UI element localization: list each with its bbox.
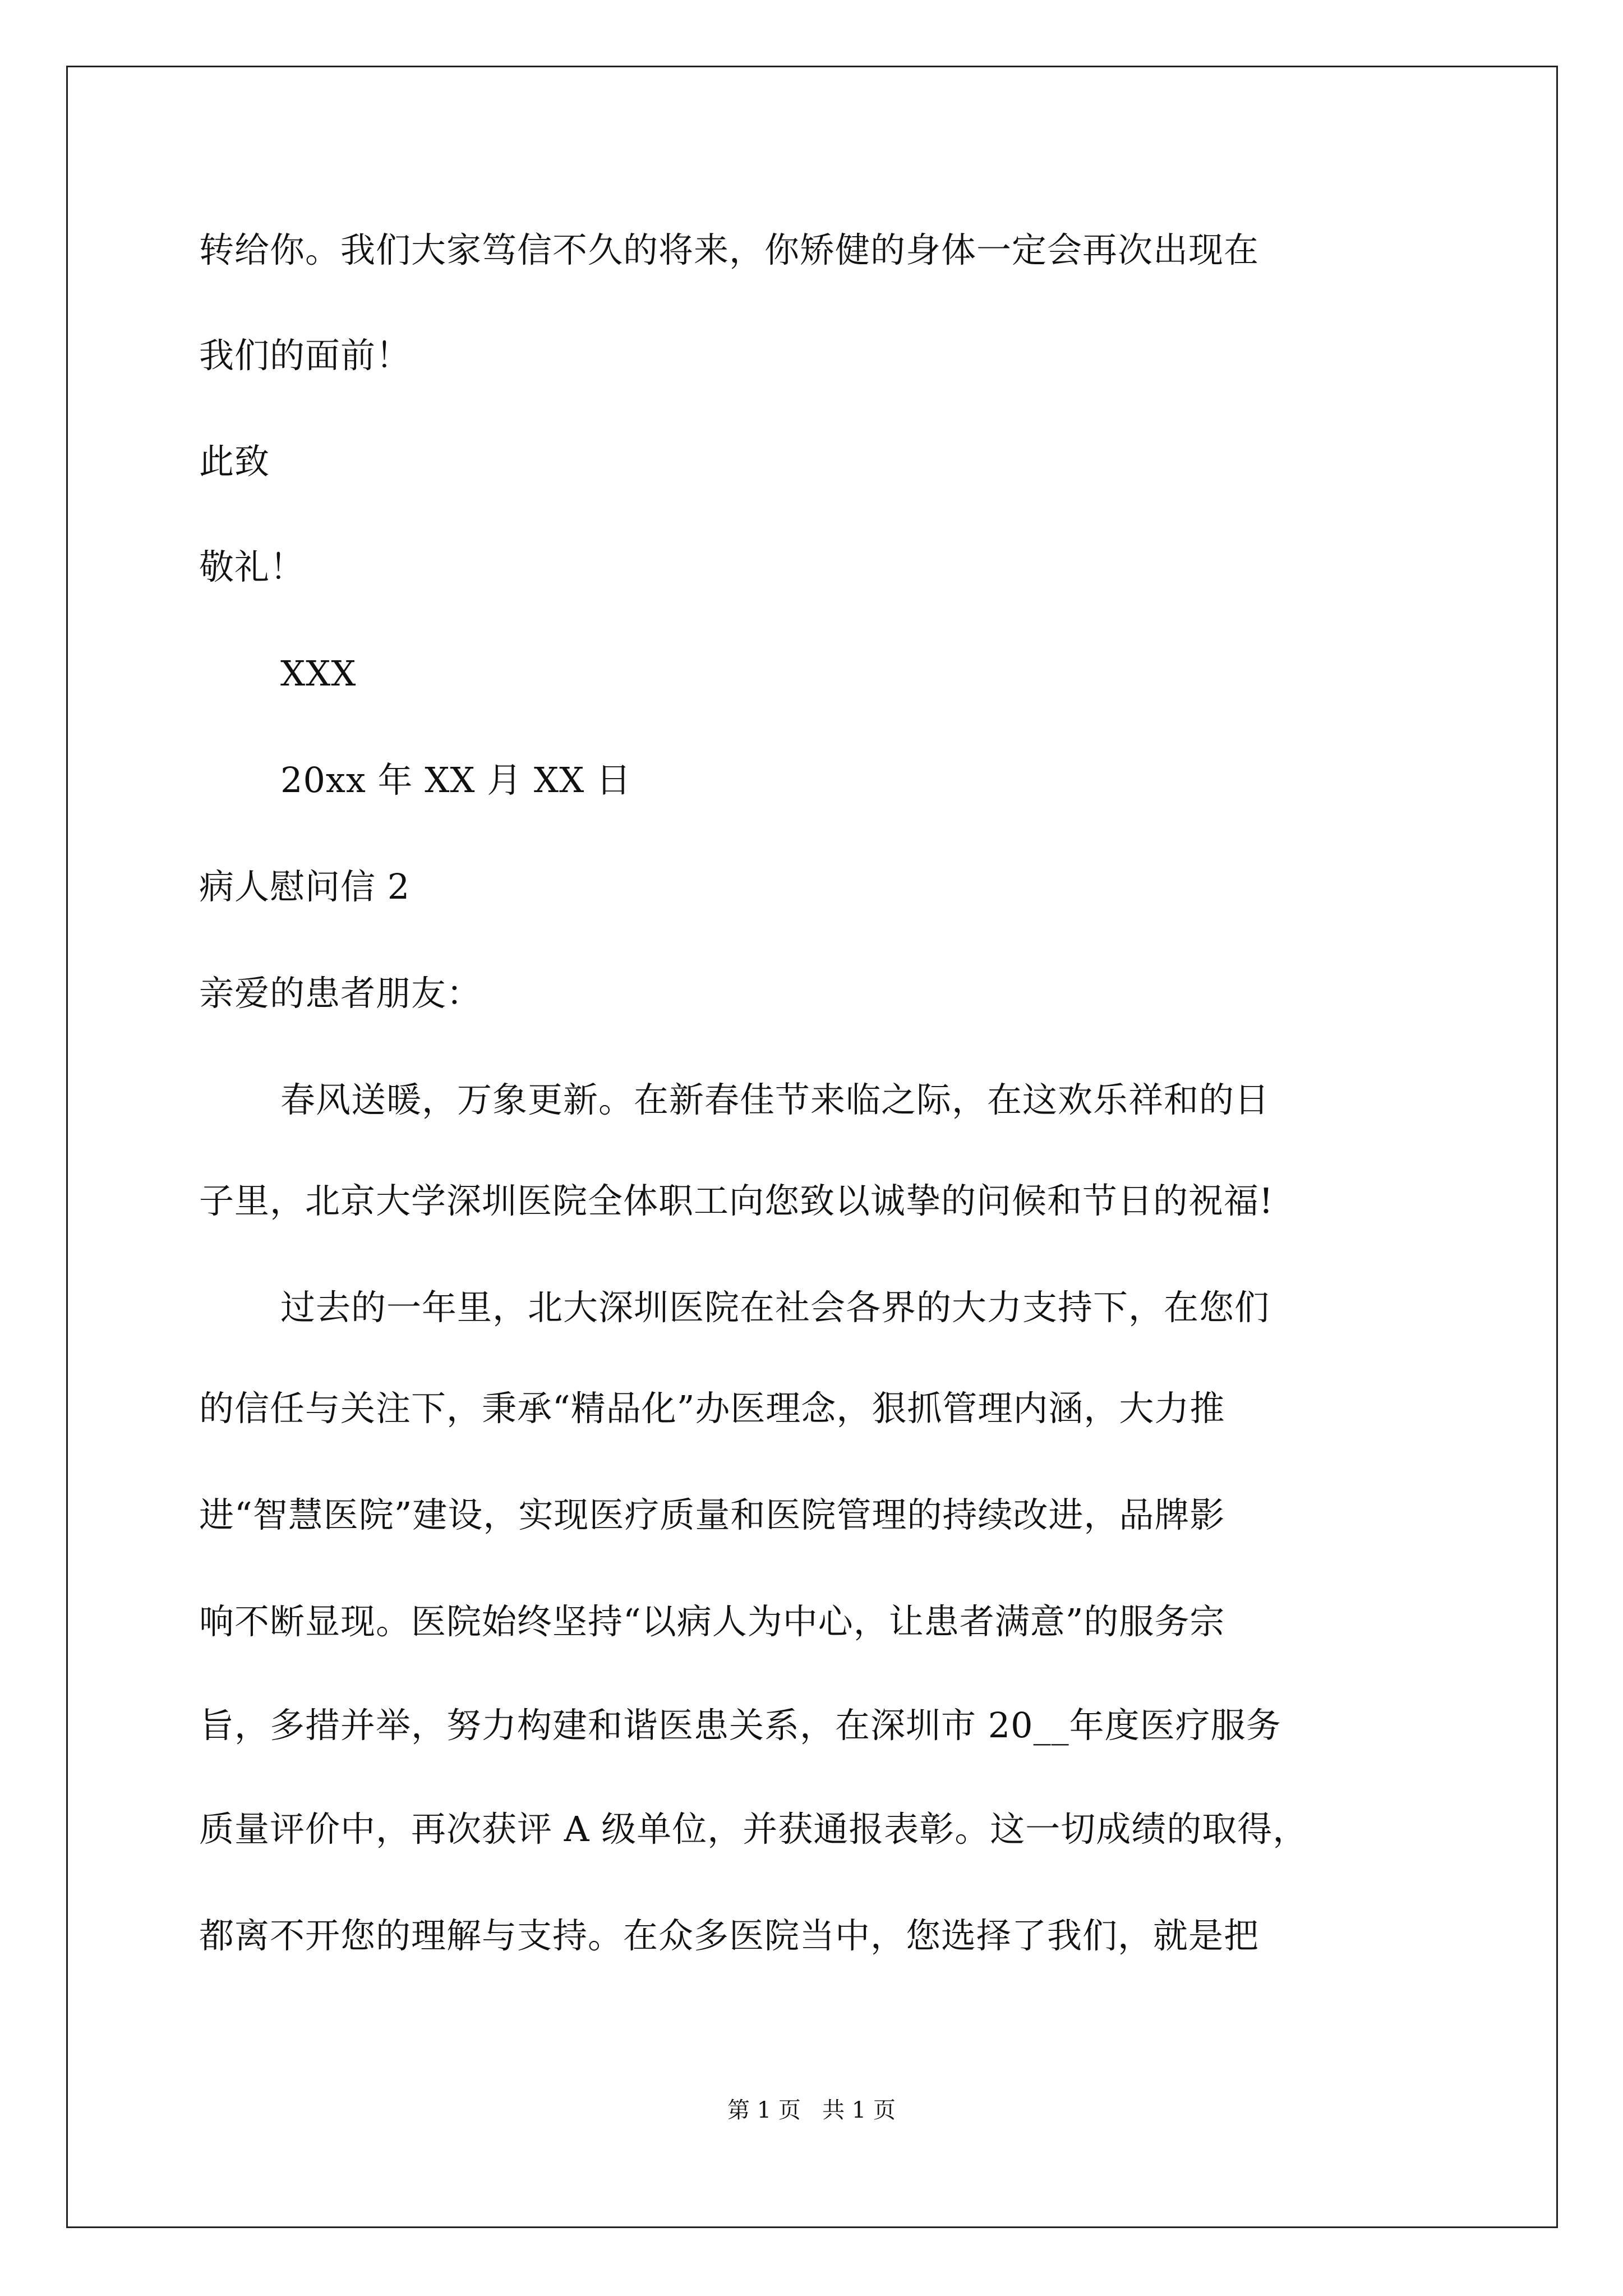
paragraph-2-line-2: 的信任与关注下，秉承“精品化”办医理念，狠抓管理内涵，大力推 <box>199 1388 1225 1429</box>
paragraph-2-line-6: 质量评价中，再次获评 A 级单位，并获通报表彰。这一切成绩的取得， <box>199 1809 1308 1849</box>
paragraph-2-line-7: 都离不开您的理解与支持。在众多医院当中，您选择了我们，就是把 <box>199 1915 1260 1956</box>
paragraph-1-line-2: 子里，北京大学深圳医院全体职工向您致以诚挚的问候和节日的祝福! <box>199 1180 1274 1221</box>
paragraph-2-line-1: 过去的一年里，北大深圳医院在社会各界的大力支持下，在您们 <box>280 1287 1270 1328</box>
closing-salutation: 此致 <box>199 441 270 482</box>
closing-regards: 敬礼！ <box>199 546 306 587</box>
paragraph-1-line-1: 春风送暖，万象更新。在新春佳节来临之际，在这欢乐祥和的日 <box>280 1079 1270 1120</box>
paragraph-2-line-4: 响不断显现。医院始终坚持“以病人为中心，让患者满意”的服务宗 <box>199 1601 1225 1642</box>
signature-date: 20xx 年 XX 月 XX 日 <box>280 760 631 800</box>
greeting: 亲爱的患者朋友： <box>199 973 482 1014</box>
signature-name: XXX <box>280 653 357 694</box>
text-line-1: 转给你。我们大家笃信不久的将来，你矫健的身体一定会再次出现在 <box>199 229 1260 270</box>
paragraph-2-line-5: 旨，多措并举，努力构建和谐医患关系，在深圳市 20__年度医疗服务 <box>199 1705 1281 1746</box>
section-title: 病人慰问信 2 <box>199 866 411 907</box>
page-footer: 第 1 页 共 1 页 <box>727 2097 896 2123</box>
page-frame <box>66 66 1558 2228</box>
paragraph-2-line-3: 进“智慧医院”建设，实现医疗质量和医院管理的持续改进，品牌影 <box>199 1494 1225 1535</box>
text-line-2: 我们的面前！ <box>199 335 412 376</box>
